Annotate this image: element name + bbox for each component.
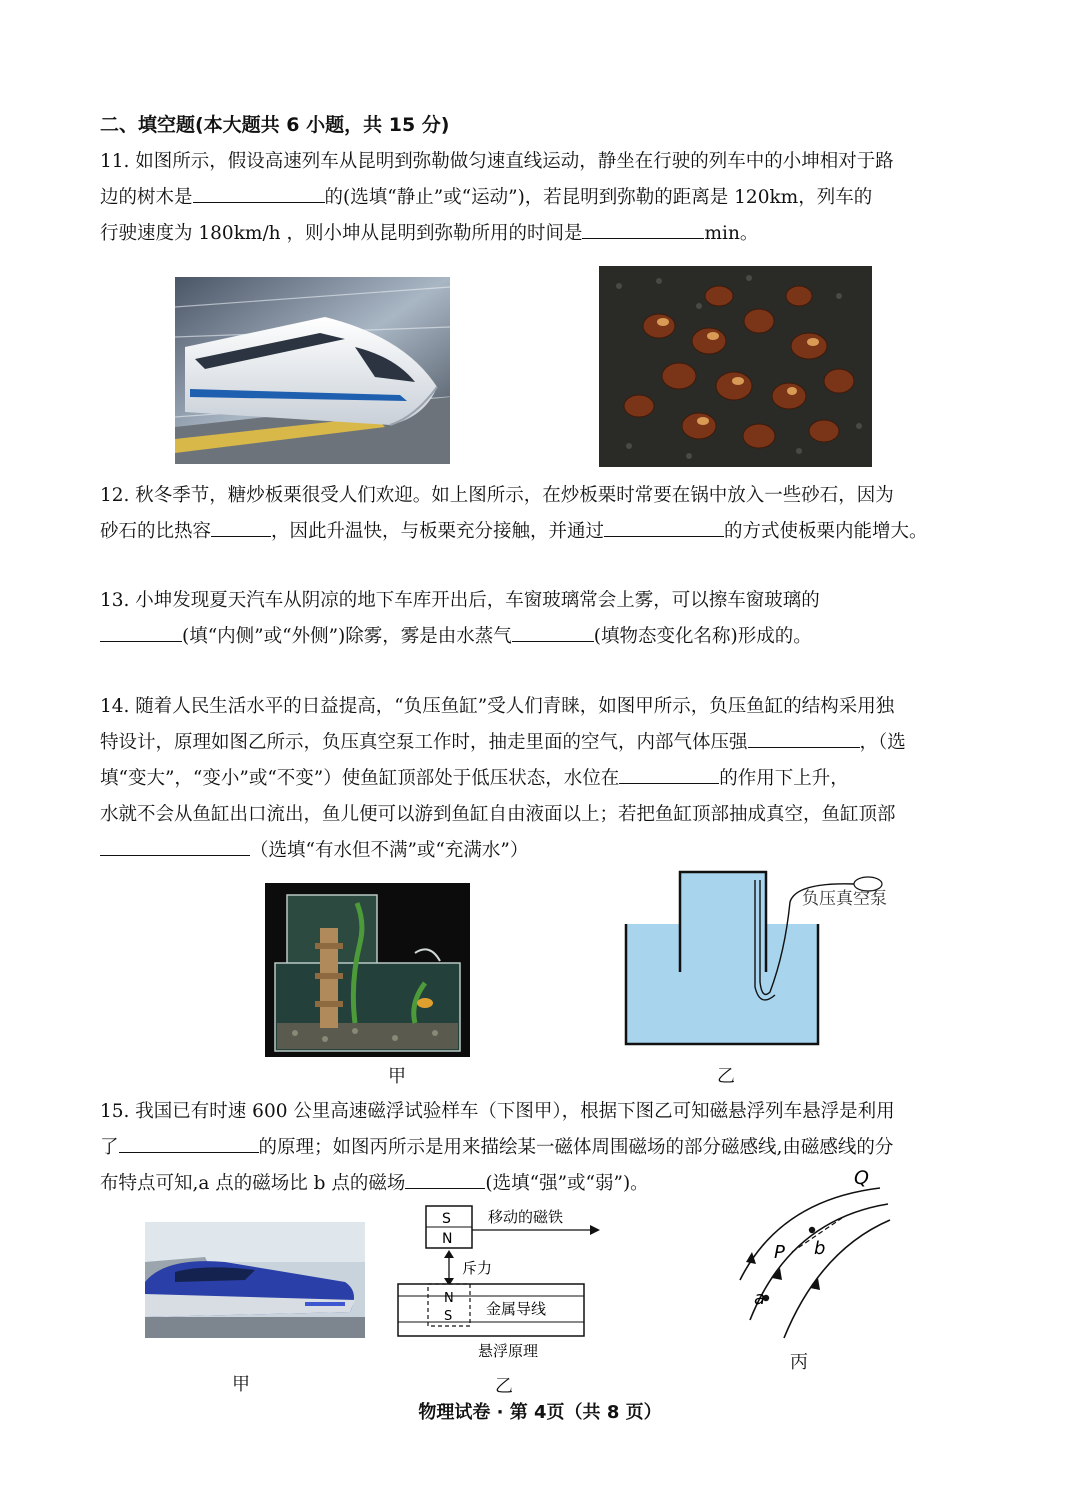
point-b-label: b	[814, 1238, 826, 1259]
question-12	[100, 478, 980, 550]
figure-caption-yi: 乙	[717, 1066, 735, 1087]
answer-blank	[619, 761, 719, 784]
wire-s-label: S	[444, 1309, 453, 1324]
point-p-label: P	[774, 1242, 785, 1263]
q14-line-4: 水就不会从鱼缸出口流出，鱼儿便可以游到鱼缸自由液面以上；若把鱼缸顶部抽成真空，鱼缸顶部	[100, 804, 896, 825]
q14-line-5: （选填“有水但不满”或“充满水”）	[100, 833, 980, 869]
question-13	[100, 583, 980, 655]
magnet-n-label: N	[442, 1231, 453, 1247]
maglev-train-photo	[145, 1222, 365, 1338]
q14-line-1: 14. 随着人民生活水平的日益提高，“负压鱼缸”受人们青睐，如图甲所示，负压鱼缸的结构采用独	[100, 696, 895, 717]
magnetic-field-lines-diagram	[730, 1160, 900, 1350]
answer-blank	[512, 619, 594, 642]
answer-blank	[100, 833, 250, 856]
q15-line-1: 15. 我国已有时速 600 公里高速磁浮试验样车（下图甲），根据下图乙可知磁悬浮列车悬浮是利用	[100, 1101, 895, 1122]
figure-caption-bing: 丙	[790, 1352, 808, 1373]
q12-line-2: 砂石的比热容 ，因此升温快，与板栗充分接触，并通过 的方式使板栗内能增大。	[100, 514, 980, 550]
q14-line-2: 特设计，原理如图乙所示，负压真空泵工作时，抽走里面的空气，内部气体压强 ，（选	[100, 725, 980, 761]
answer-blank	[100, 619, 182, 642]
negative-pressure-aquarium-photo	[265, 883, 470, 1057]
question-14	[100, 689, 980, 869]
figure-caption-yi-2: 乙	[495, 1376, 513, 1397]
aquarium-principle-diagram	[610, 862, 910, 1062]
answer-blank	[119, 1130, 259, 1153]
question-11	[100, 144, 980, 252]
answer-blank	[582, 216, 704, 239]
pump-label: 负压真空泵	[802, 889, 887, 909]
figure-caption-jia-2: 甲	[232, 1374, 250, 1395]
answer-blank	[211, 514, 271, 537]
q12-line-1: 12. 秋冬季节，糖炒板栗很受人们欢迎。如上图所示，在炒板栗时常要在锅中放入一些砂石，因为	[100, 485, 894, 506]
point-q-label: Q	[854, 1167, 869, 1189]
q13-line-2: (填“内侧”或“外侧”)除雾，雾是由水蒸气 (填物态变化名称)形成的。	[100, 619, 980, 655]
answer-blank	[604, 514, 724, 537]
figure-caption-jia: 甲	[388, 1066, 406, 1087]
q11-line-3: 行驶速度为 180km/h ，则小坤从昆明到弥勒所用的时间是 min。	[100, 216, 980, 252]
moving-magnet-label: 移动的磁铁	[488, 1208, 564, 1226]
chestnuts-photo	[599, 266, 872, 467]
page-footer: 物理试卷 · 第 4页（共 8 页）	[418, 1402, 662, 1423]
point-a-label: a	[754, 1288, 766, 1309]
magnet-s-label: S	[442, 1211, 451, 1227]
levitation-principle-diagram	[390, 1200, 610, 1370]
q11-line-1: 11. 如图所示，假设高速列车从昆明到弥勒做匀速直线运动，静坐在行驶的列车中的小坤相对于路	[100, 151, 894, 172]
q15-line-3: 布特点可知,a 点的磁场比 b 点的磁场 (选填“强”或“弱”)。	[100, 1166, 980, 1202]
q13-line-1: 13. 小坤发现夏天汽车从阴凉的地下车库开出后，车窗玻璃常会上雾，可以擦车窗玻璃的	[100, 590, 820, 611]
metal-wire-label: 金属导线	[486, 1300, 547, 1318]
section-title: 二、填空题(本大题共 6 小题，共 15 分)	[100, 114, 450, 136]
repulsion-label: 斥力	[462, 1259, 493, 1277]
high-speed-train-photo	[175, 277, 450, 464]
q15-line-2: 了 的原理；如图丙所示是用来描绘某一磁体周围磁场的部分磁感线,由磁感线的分	[100, 1130, 980, 1166]
levitation-principle-label: 悬浮原理	[478, 1342, 539, 1360]
answer-blank	[193, 180, 325, 203]
q14-line-3: 填“变大”，“变小”或“不变”）使鱼缸顶部处于低压状态，水位在 的作用下上升，	[100, 761, 980, 797]
answer-blank	[748, 725, 860, 748]
wire-n-label: N	[444, 1291, 454, 1306]
q11-line-2: 边的树木是 的(选填“静止”或“运动”)，若昆明到弥勒的距离是 120km，列车的	[100, 180, 980, 216]
answer-blank	[405, 1166, 485, 1189]
